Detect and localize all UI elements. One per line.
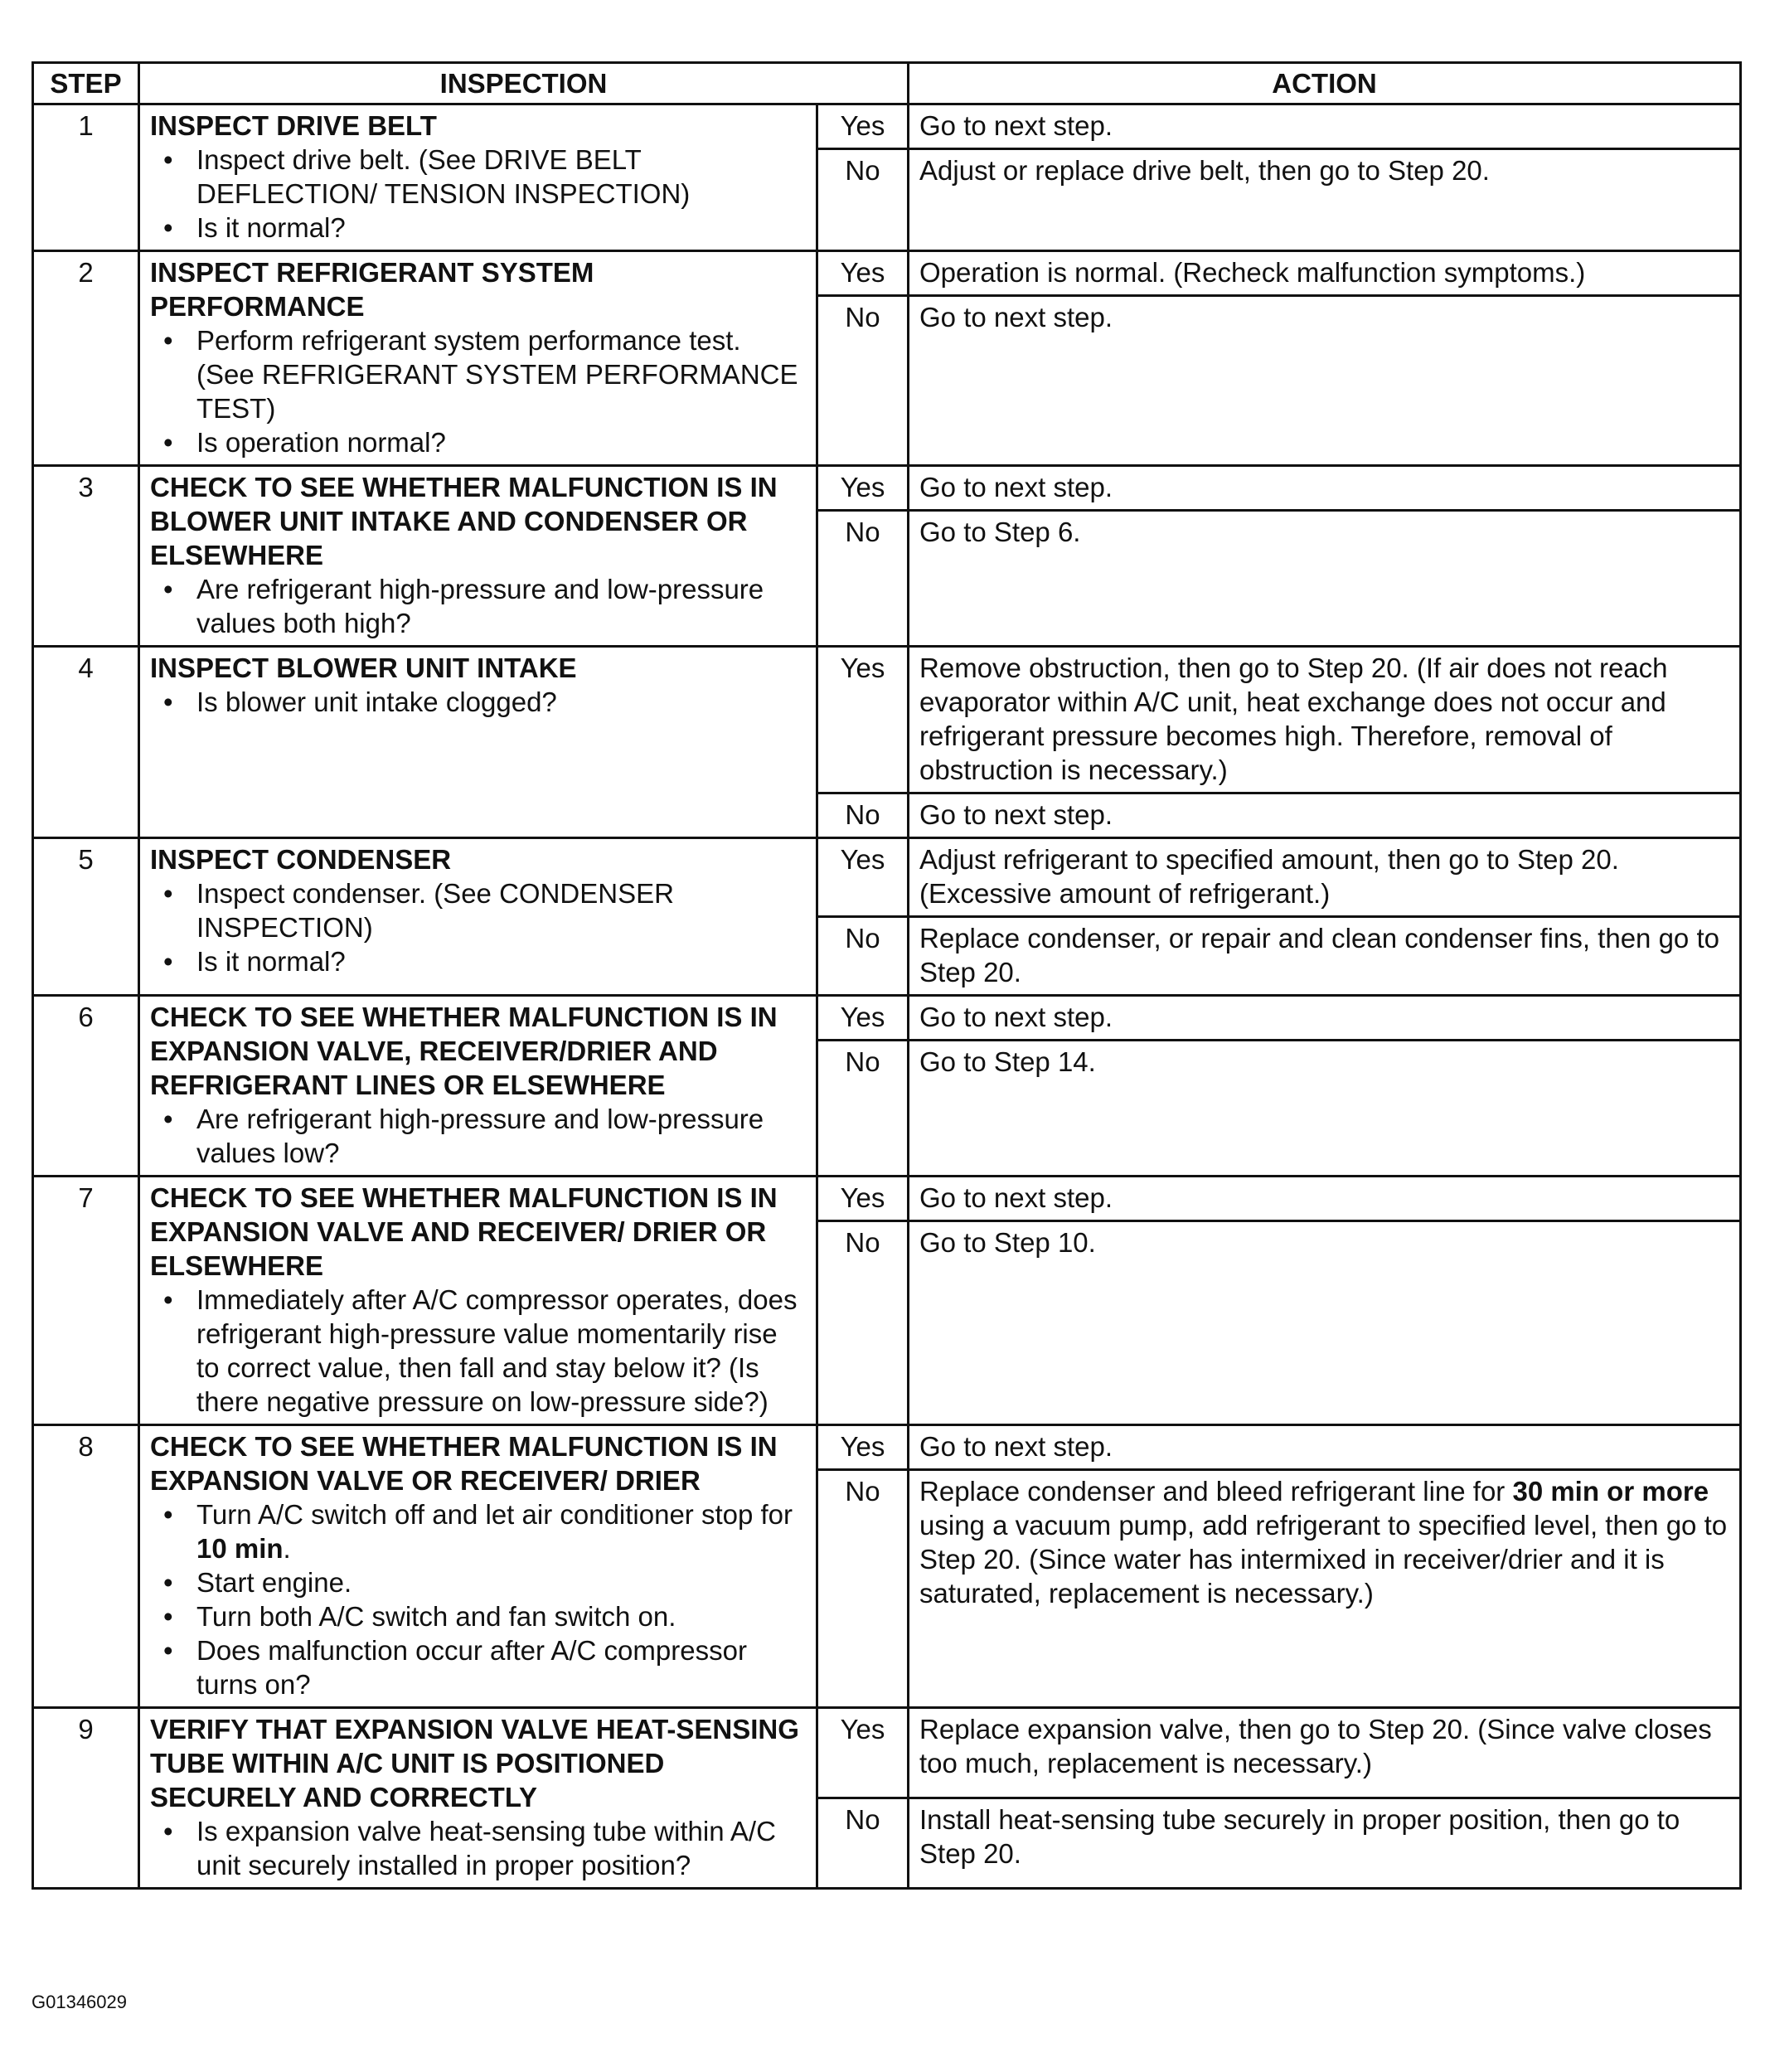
no-label: No [817,1041,909,1177]
inspection-title: INSPECT REFRIGERANT SYSTEM PERFORMANCE [150,257,594,322]
bullet-item: • Is it normal? [157,211,806,245]
inspection-bullets [150,323,806,459]
table-row [33,647,1741,793]
no-action: Adjust or replace drive belt, then go to Step 20. [909,149,1741,251]
yes-label: Yes [817,647,909,793]
no-action: Go to next step. [909,793,1741,838]
bullet-item: • Is it normal? [157,944,806,978]
table-row [33,466,1741,511]
no-action [909,1470,1741,1708]
header-inspection: INSPECTION [139,63,909,104]
inspection-cell [139,104,817,251]
bullet-item: • Immediately after A/C compressor operates, does refrigerant high-pressure value momentarily rise to correct value, then fall and stay below it? (Is there negative pressure on low-pressure side?) [157,1283,806,1419]
table-header-row [33,63,1741,104]
step-number: 6 [33,996,139,1177]
bullet-item: • Start engine. [157,1565,806,1599]
inspection-cell [139,838,817,996]
bullet-item: • Is blower unit intake clogged? [157,685,806,719]
action-text: using a vacuum pump, add refrigerant to specified level, then go to Step 20. (Since water has intermixed in receiver/drier and it is saturated, replacement is necessary.) [919,1510,1728,1609]
bullet-item: • Inspect condenser. (See CONDENSER INSPECTION) [157,876,806,944]
inspection-bullets [150,685,806,719]
yes-label: Yes [817,1425,909,1470]
bullet-item [157,1497,806,1565]
bullet-item: • Are refrigerant high-pressure and low-pressure values low? [157,1102,806,1170]
bullet-text: Turn A/C switch off and let air conditioner stop for [196,1499,793,1530]
inspection-title: INSPECT BLOWER UNIT INTAKE [150,653,577,683]
inspection-cell [139,1708,817,1889]
step-number: 3 [33,466,139,647]
step-number: 9 [33,1708,139,1889]
table-row [33,251,1741,296]
header-step: STEP [33,63,139,104]
yes-action: Replace expansion valve, then go to Step 20. (Since valve closes too much, replacement is necessary.) [909,1708,1741,1798]
inspection-cell [139,1425,817,1708]
yes-label: Yes [817,104,909,149]
no-action: Go to Step 10. [909,1221,1741,1425]
no-label: No [817,1470,909,1708]
yes-action: Go to next step. [909,996,1741,1041]
bullet-emphasis: 10 min [196,1533,284,1564]
inspection-cell [139,1177,817,1425]
step-number: 2 [33,251,139,466]
yes-action: Remove obstruction, then go to Step 20. (If air does not reach evaporator within A/C unit, heat exchange does not occur and refrigerant pressure becomes high. Therefore, removal of obstruction is necessary.) [909,647,1741,793]
no-label: No [817,149,909,251]
inspection-title: CHECK TO SEE WHETHER MALFUNCTION IS IN EXPANSION VALVE OR RECEIVER/ DRIER [150,1431,778,1496]
inspection-title: CHECK TO SEE WHETHER MALFUNCTION IS IN BLOWER UNIT INTAKE AND CONDENSER OR ELSEWHERE [150,472,778,570]
table-row [33,996,1741,1041]
action-text: Replace condenser and bleed refrigerant line for [919,1476,1513,1507]
step-number: 1 [33,104,139,251]
inspection-cell [139,251,817,466]
inspection-title: INSPECT CONDENSER [150,844,452,875]
step-number: 7 [33,1177,139,1425]
inspection-bullets [150,1102,806,1170]
no-action: Replace condenser, or repair and clean condenser fins, then go to Step 20. [909,917,1741,996]
yes-label: Yes [817,1177,909,1221]
inspection-bullets [150,1283,806,1419]
inspection-bullets [150,143,806,245]
yes-label: Yes [817,251,909,296]
figure-code: G01346029 [32,1992,127,2012]
inspection-cell [139,996,817,1177]
table-row [33,104,1741,149]
inspection-bullets [150,1497,806,1701]
yes-label: Yes [817,466,909,511]
step-number: 4 [33,647,139,838]
table-row [33,838,1741,917]
bullet-item: • Inspect drive belt. (See DRIVE BELT DEFLECTION/ TENSION INSPECTION) [157,143,806,211]
yes-action: Go to next step. [909,466,1741,511]
diagnostic-procedure-table [32,61,1742,1890]
inspection-title: INSPECT DRIVE BELT [150,110,437,141]
yes-label: Yes [817,996,909,1041]
action-emphasis: 30 min or more [1512,1476,1709,1507]
no-action: Go to Step 14. [909,1041,1741,1177]
inspection-bullets [150,572,806,640]
yes-label: Yes [817,1708,909,1798]
bullet-text: . [283,1533,291,1564]
inspection-title: CHECK TO SEE WHETHER MALFUNCTION IS IN EXPANSION VALVE AND RECEIVER/ DRIER OR ELSEWHERE [150,1182,778,1281]
yes-action: Operation is normal. (Recheck malfunction symptoms.) [909,251,1741,296]
header-action: ACTION [909,63,1741,104]
yes-action: Go to next step. [909,104,1741,149]
yes-action: Go to next step. [909,1425,1741,1470]
no-label: No [817,296,909,466]
bullet-item: • Is expansion valve heat-sensing tube within A/C unit securely installed in proper position? [157,1814,806,1882]
no-action: Go to next step. [909,296,1741,466]
table-row [33,1177,1741,1221]
diagnostic-table-container [32,61,1739,1890]
step-number: 8 [33,1425,139,1708]
step-number: 5 [33,838,139,996]
inspection-title: CHECK TO SEE WHETHER MALFUNCTION IS IN EXPANSION VALVE, RECEIVER/DRIER AND REFRIGERANT LINES OR ELSEWHERE [150,1002,778,1100]
no-label: No [817,511,909,647]
bullet-item: • Turn both A/C switch and fan switch on. [157,1599,806,1633]
no-label: No [817,1221,909,1425]
bullet-item: • Perform refrigerant system performance test. (See REFRIGERANT SYSTEM PERFORMANCE TEST) [157,323,806,425]
no-action: Go to Step 6. [909,511,1741,647]
no-label: No [817,793,909,838]
yes-action: Adjust refrigerant to specified amount, then go to Step 20. (Excessive amount of refrigerant.) [909,838,1741,917]
table-row [33,1425,1741,1470]
table-row [33,1708,1741,1798]
bullet-item: • Are refrigerant high-pressure and low-pressure values both high? [157,572,806,640]
no-label: No [817,917,909,996]
inspection-bullets [150,876,806,978]
no-action: Install heat-sensing tube securely in proper position, then go to Step 20. [909,1798,1741,1889]
inspection-title: VERIFY THAT EXPANSION VALVE HEAT-SENSING TUBE WITHIN A/C UNIT IS POSITIONED SECURELY AND CORRECTLY [150,1714,799,1812]
inspection-cell [139,466,817,647]
inspection-bullets [150,1814,806,1882]
bullet-item: • Does malfunction occur after A/C compressor turns on? [157,1633,806,1701]
bullet-item: • Is operation normal? [157,425,806,459]
inspection-cell [139,647,817,838]
no-label: No [817,1798,909,1889]
yes-label: Yes [817,838,909,917]
yes-action: Go to next step. [909,1177,1741,1221]
